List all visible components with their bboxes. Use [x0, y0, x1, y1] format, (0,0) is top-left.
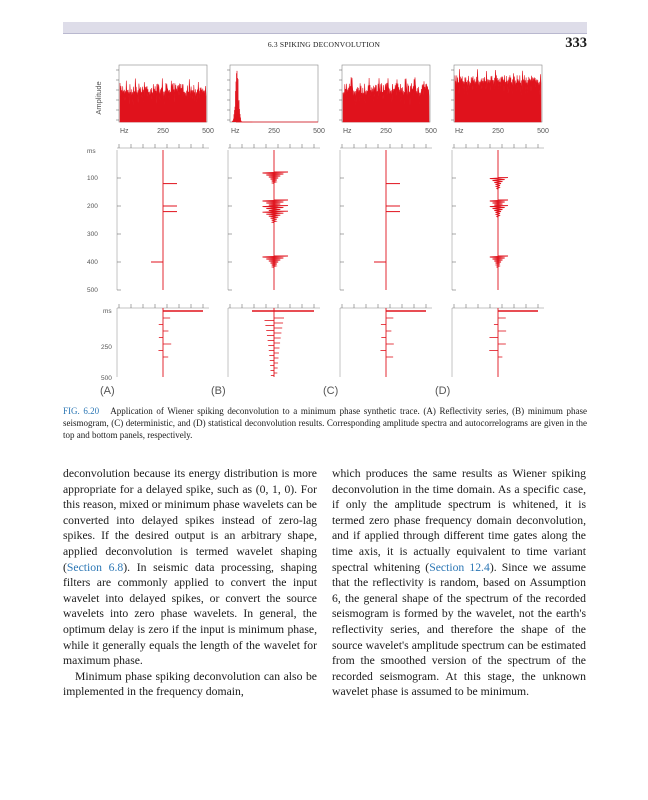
spectrum-trace — [343, 77, 429, 122]
hz-axis-label: Hz — [231, 128, 240, 135]
hz-axis-label: Hz — [120, 128, 129, 135]
ms-axis-label: ms — [87, 148, 96, 155]
body-column-right — [332, 466, 586, 700]
time-tick-label: 100 — [87, 175, 98, 182]
time-tick-label: 250 — [101, 344, 112, 351]
time-tick-label: 300 — [87, 231, 98, 238]
spectrum-trace — [232, 71, 252, 122]
time-tick-label: 200 — [87, 203, 98, 210]
hz-tick-label: 250 — [268, 128, 280, 135]
wavelet — [263, 211, 289, 223]
section-link[interactable]: Section 6.8 — [66, 560, 124, 574]
time-tick-label: 500 — [87, 287, 98, 294]
body-column-left — [63, 466, 317, 700]
caption-text: Application of Wiener spiking deconvolution to a minimum phase synthetic trace. (A) Reflectivity series, (B) minimum phase seismogram, (C) deterministic, and (D) statistical deconvolution results. Corresponding amplitude spectra and autocorrelograms are given in the top and bottom panels, respectively. — [63, 406, 587, 440]
panel-letter: (C) — [323, 385, 339, 397]
hz-tick-label: 500 — [537, 128, 549, 135]
paragraph: Minimum phase spiking deconvolution can also be implemented in the frequency domain, — [63, 669, 317, 699]
time-tick-label: 400 — [87, 259, 98, 266]
wavelet — [263, 172, 289, 184]
panel-letter: (A) — [100, 385, 115, 397]
wavelet — [490, 206, 508, 218]
spectrum-trace — [455, 69, 541, 122]
section-link[interactable]: Section 12.4 — [429, 560, 490, 574]
hz-axis-label: Hz — [343, 128, 352, 135]
figure-caption — [63, 405, 587, 441]
paragraph: which produces the same results as Wiener spiking deconvolution in the time domain. As a specific case, if only the amplitude spectrum is whitened, it is termed zero phase frequency domain deconvolution, and if applied through different time gates along the time axis, it is actually equivalent to time variant spectral whitening (Section 12.4). Since we assume that the reflectivity is random, based on Assumption 6, the general shape of the spectrum of the recorded seismogram is formed by the wavelet, not the earth's reflectivity series, and therefore the shape of the source wavelet's amplitude spectrum can be estimated from the smoothed version of the spectrum of the recorded seismogram. At this stage, the unknown wavelet phase is assumed to be minimum. — [332, 467, 586, 699]
spectrum-frame — [230, 65, 318, 122]
wavelet — [490, 256, 508, 268]
wavelet — [490, 178, 508, 190]
hz-tick-label: 250 — [380, 128, 392, 135]
page-number: 333 — [565, 35, 587, 51]
hz-tick-label: 500 — [202, 128, 214, 135]
amplitude-axis-label: Amplitude — [94, 81, 103, 115]
running-head: 6.3 SPIKING DECONVOLUTION — [267, 40, 381, 49]
caption-label: FIG. 6.20 — [63, 406, 100, 416]
hz-axis-label: Hz — [455, 128, 464, 135]
wavelet — [263, 256, 289, 268]
panel-letter: (B) — [211, 385, 226, 397]
time-tick-label: 500 — [101, 375, 112, 382]
hz-tick-label: 500 — [425, 128, 437, 135]
panel-letter: (D) — [435, 385, 451, 397]
hz-tick-label: 250 — [492, 128, 504, 135]
hz-tick-label: 500 — [313, 128, 325, 135]
ms-axis-label: ms — [103, 308, 112, 315]
paragraph: deconvolution because its energy distribution is more appropriate for a delayed spike, such as (0, 1, 0). For this reason, mixed or minimum phase wavelets can be converted into delayed spikes instead of zero-lag spikes. If the desired output is an arbitrary shape, applied deconvolution is termed wavelet shaping (Section 6.8). In seismic data processing, shaping filters are commonly applied to convert the input wavelet into delayed spikes, or convert the source wavelets into zero phase wavelets. In general, the optimum delay is zero if the input is minimum phase, while it generally equals the length of the wavelet for maximum phase. — [63, 467, 318, 668]
hz-tick-label: 250 — [157, 128, 169, 135]
spectrum-trace — [120, 78, 206, 122]
